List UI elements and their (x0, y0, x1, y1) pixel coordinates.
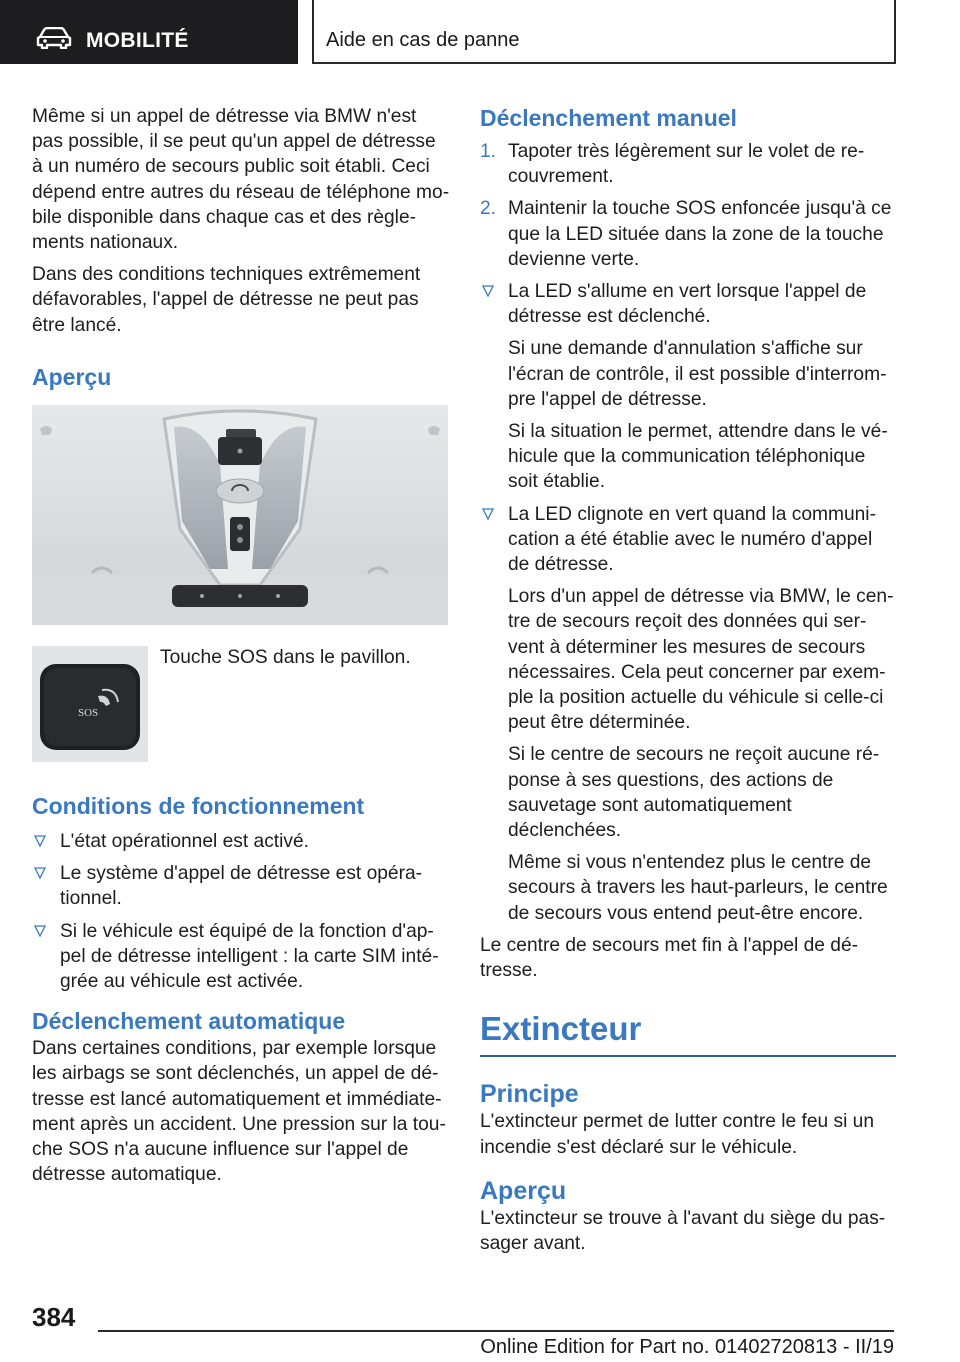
section-heading: Principe (480, 1080, 579, 1109)
chapter-heading: Extincteur (480, 1010, 642, 1048)
paragraph: Si une demande d'annulation s'affiche sur l'écran de contrôle, il est possible d'interrompre l'appel de détresse. (508, 338, 887, 410)
sos-label: SOS (78, 707, 99, 719)
heading-rule (480, 1055, 896, 1057)
chapter-tab (312, 0, 896, 64)
chapter-title: Aide en cas de panne (326, 29, 520, 51)
list-item: 1. Tapoter très légèrement sur le volet de recouvrement. (480, 141, 865, 188)
footer-rule (98, 1330, 894, 1332)
section-title: MOBILITÉ (86, 29, 189, 52)
list-item: La LED clignote en vert quand la communication a été établie avec le numéro d'appel de détresse. (480, 502, 896, 578)
paragraph: Dans certaines conditions, par exemple lorsque les airbags se sont déclenchés, un appel de détresse est lancé automatiquement et immédiatement après un accident. Une pression sur la touche SOS n'a aucune influence sur l'appel de détresse automatique. (32, 1038, 446, 1186)
paragraph: L'extincteur permet de lutter contre le feu si un incendie s'est déclaré sur le véhicule. (480, 1111, 875, 1158)
paragraph: Si le centre de secours ne reçoit aucune réponse à ses questions, des actions de sauvetage sont automatiquement déclenchées. (508, 744, 880, 842)
overhead-console-image (32, 405, 448, 625)
left-column-intro (32, 104, 450, 345)
list-item: La LED s'allume en vert lorsque l'appel de détresse est déclenché. (480, 279, 896, 329)
sos-button-image (32, 646, 148, 762)
section-tab (0, 0, 298, 64)
led-list (480, 279, 896, 329)
paragraph: Même si vous n'entendez plus le centre de secours à travers les haut-parleurs, le centre de secours vous entend peut-être encore. (508, 852, 888, 924)
paragraph: Lors d'un appel de détresse via BMW, le centre de secours reçoit des données qui servent à déterminer les mesures de secours nécessaires. Cela peut concerner par exemple la position actuelle du véhicule si celle-ci peut être déterminée. (508, 586, 894, 734)
triangle-bullet-icon (34, 925, 46, 937)
section-heading: Aperçu (480, 1176, 567, 1205)
triangle-bullet-icon (34, 835, 46, 847)
image-caption: Touche SOS dans le pavillon. (160, 647, 411, 668)
car-icon (36, 27, 72, 49)
paragraph: Le centre de secours met fin à l'appel de détresse. (480, 934, 859, 982)
paragraph: Si la situation le permet, attendre dans le véhicule que la communication téléphonique soit établie. (508, 421, 888, 493)
triangle-bullet-icon (482, 285, 494, 297)
page-number: 384 (32, 1302, 76, 1332)
section-heading: Déclenchement automatique (32, 1008, 346, 1035)
edition-text: Online Edition for Part no. 01402720813 - II/19 (480, 1336, 894, 1358)
step-number: 2. (480, 198, 497, 220)
list-item: L'état opérationnel est activé. (32, 829, 450, 854)
steps-list (480, 139, 896, 272)
extincteur-section (480, 1009, 896, 1057)
right-column (480, 103, 896, 1263)
paragraph: Même si un appel de détresse via BMW n'est pas possible, il se peut qu'un appel de détresse à un numéro de secours public soit établi. Ceci dépend entre autres du réseau de téléphone mobile disponible dans chaque cas et des règlements nationaux. (32, 106, 450, 254)
conditions-list (32, 829, 450, 994)
section-heading: Déclenchement manuel (480, 105, 737, 131)
triangle-bullet-icon (482, 508, 494, 520)
conditions-section (32, 791, 450, 1194)
triangle-bullet-icon (34, 867, 46, 879)
list-item: Si le véhicule est équipé de la fonction d'appel de détresse intelligent : la carte SIM intégrée au véhicule est activée. (32, 919, 450, 995)
list-item: 2. Maintenir la touche SOS enfoncée jusqu'à ce que la LED située dans la zone de la touche devienne verte. (480, 198, 892, 270)
paragraph: Dans des conditions techniques extrêmement défavorables, l'appel de détresse ne peut pas être lancé. (32, 264, 421, 336)
paragraph: L'extincteur se trouve à l'avant du siège du passager avant. (480, 1207, 886, 1254)
step-number: 1. (480, 141, 497, 162)
section-heading: Conditions de fonctionnement (32, 793, 365, 819)
page-header (0, 0, 960, 66)
section-heading: Aperçu (32, 364, 112, 390)
led-list (480, 502, 896, 578)
list-item: Le système d'appel de détresse est opérationnel. (32, 861, 450, 911)
